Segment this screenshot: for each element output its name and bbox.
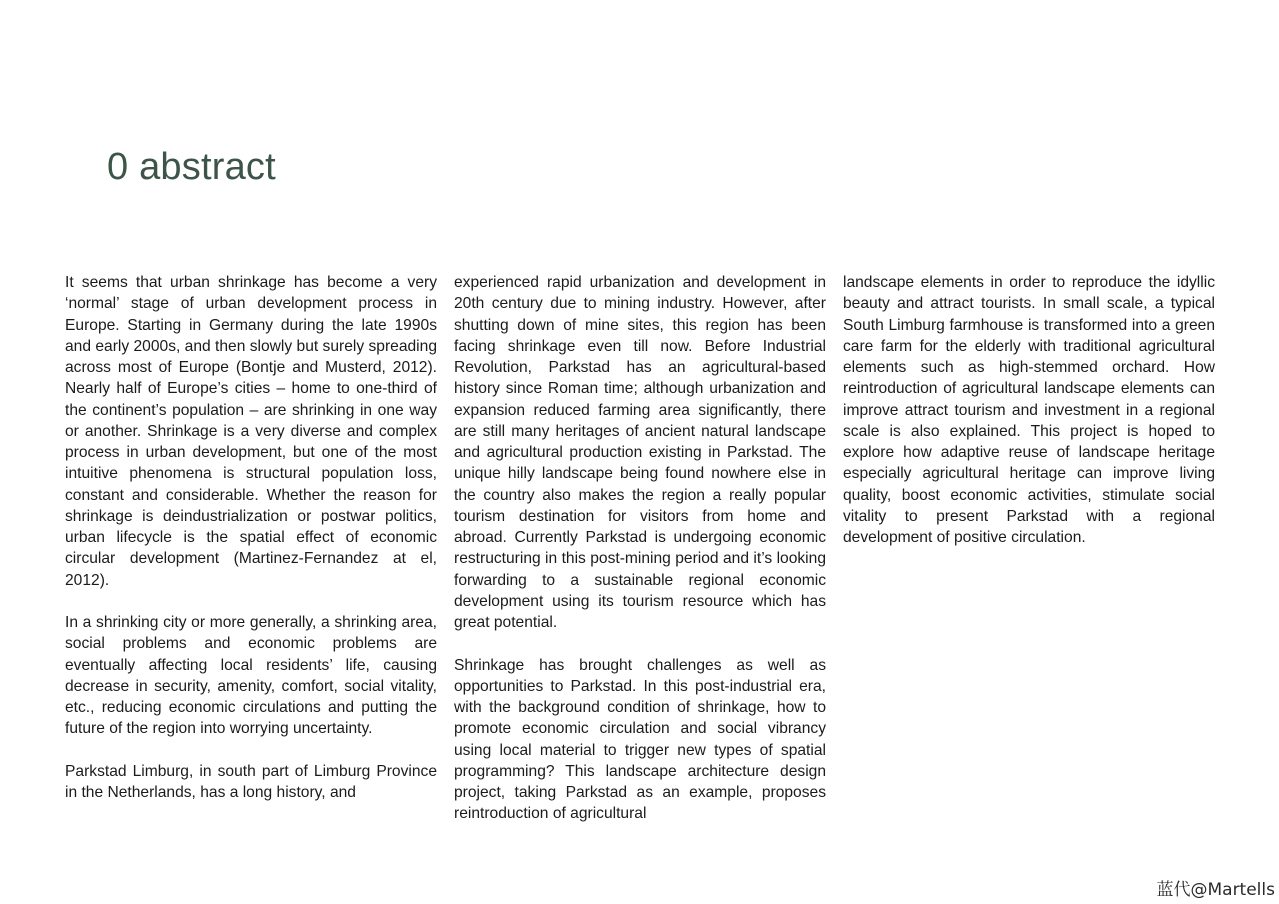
text-column-3 xyxy=(843,272,1215,548)
page-title: 0 abstract xyxy=(107,146,276,188)
paragraph: Shrinkage has brought challenges as well as opportunities to Parkstad. In this post-industrial era, with the background condition of shrinkage, how to promote economic circulation and social vibrancy using local material to trigger new types of spatial programming? This landscape architecture design project, taking Parkstad as an example, proposes reintroduction of agricultural xyxy=(454,656,826,823)
paragraph: experienced rapid urbanization and development in 20th century due to mining industry. However, after shutting down of mine sites, this region has been facing shrinkage even till now. Before Industrial Revolution, Parkstad has an agricultural-based history since Roman time; although urbanization and expansion reduced farming area significantly, there are still many heritages of ancient natural landscape and agricultural production existing in Parkstad. The unique hilly landscape being found nowhere else in the country also makes the region a really popular tourism destination for visitors from home and abroad. Currently Parkstad is undergoing economic restructuring in this post-mining period and it’s looking forwarding to a sustainable regional economic development using its tourism resource which has great potential. xyxy=(454,274,826,631)
paragraph: In a shrinking city or more generally, a shrinking area, social problems and economic problems are eventually affecting local residents’ life, causing decrease in security, amenity, comfort, social vitality, etc., reducing economic circulations and putting the future of the region into worrying uncertainty. xyxy=(65,614,437,738)
watermark: 蓝代@Martells xyxy=(1156,880,1275,900)
text-column-1 xyxy=(65,272,437,803)
paragraph: landscape elements in order to reproduce the idyllic beauty and attract tourists. In small scale, a typical South Limburg farmhouse is transformed into a green care farm for the elderly with traditional agricultural elements such as high-stemmed orchard. How reintroduction of agricultural landscape elements can improve attract tourism and investment in a regional scale is also explained. This project is hoped to explore how adaptive reuse of landscape heritage especially agricultural heritage can improve living quality, boost economic activities, stimulate social vitality to present Parkstad with a regional development of positive circulation. xyxy=(843,274,1215,546)
paragraph: Parkstad Limburg, in south part of Limburg Province in the Netherlands, has a long history, and xyxy=(65,762,437,801)
text-column-2 xyxy=(454,272,826,825)
paragraph: It seems that urban shrinkage has become a very ‘normal’ stage of urban development process in Europe. Starting in Germany during the late 1990s and early 2000s, and then slowly but surely spreading across most of Europe (Bontje and Musterd, 2012). Nearly half of Europe’s cities – home to one-third of the continent’s population – are shrinking in one way or another. Shrinkage is a very diverse and complex process in urban development, but one of the most intuitive phenomena is structural population loss, constant and considerable. Whether the reason for shrinkage is deindustrialization or postwar politics, urban lifecycle is the spatial effect of economic circular development (Martinez-Fernandez at el, 2012). xyxy=(65,274,437,589)
